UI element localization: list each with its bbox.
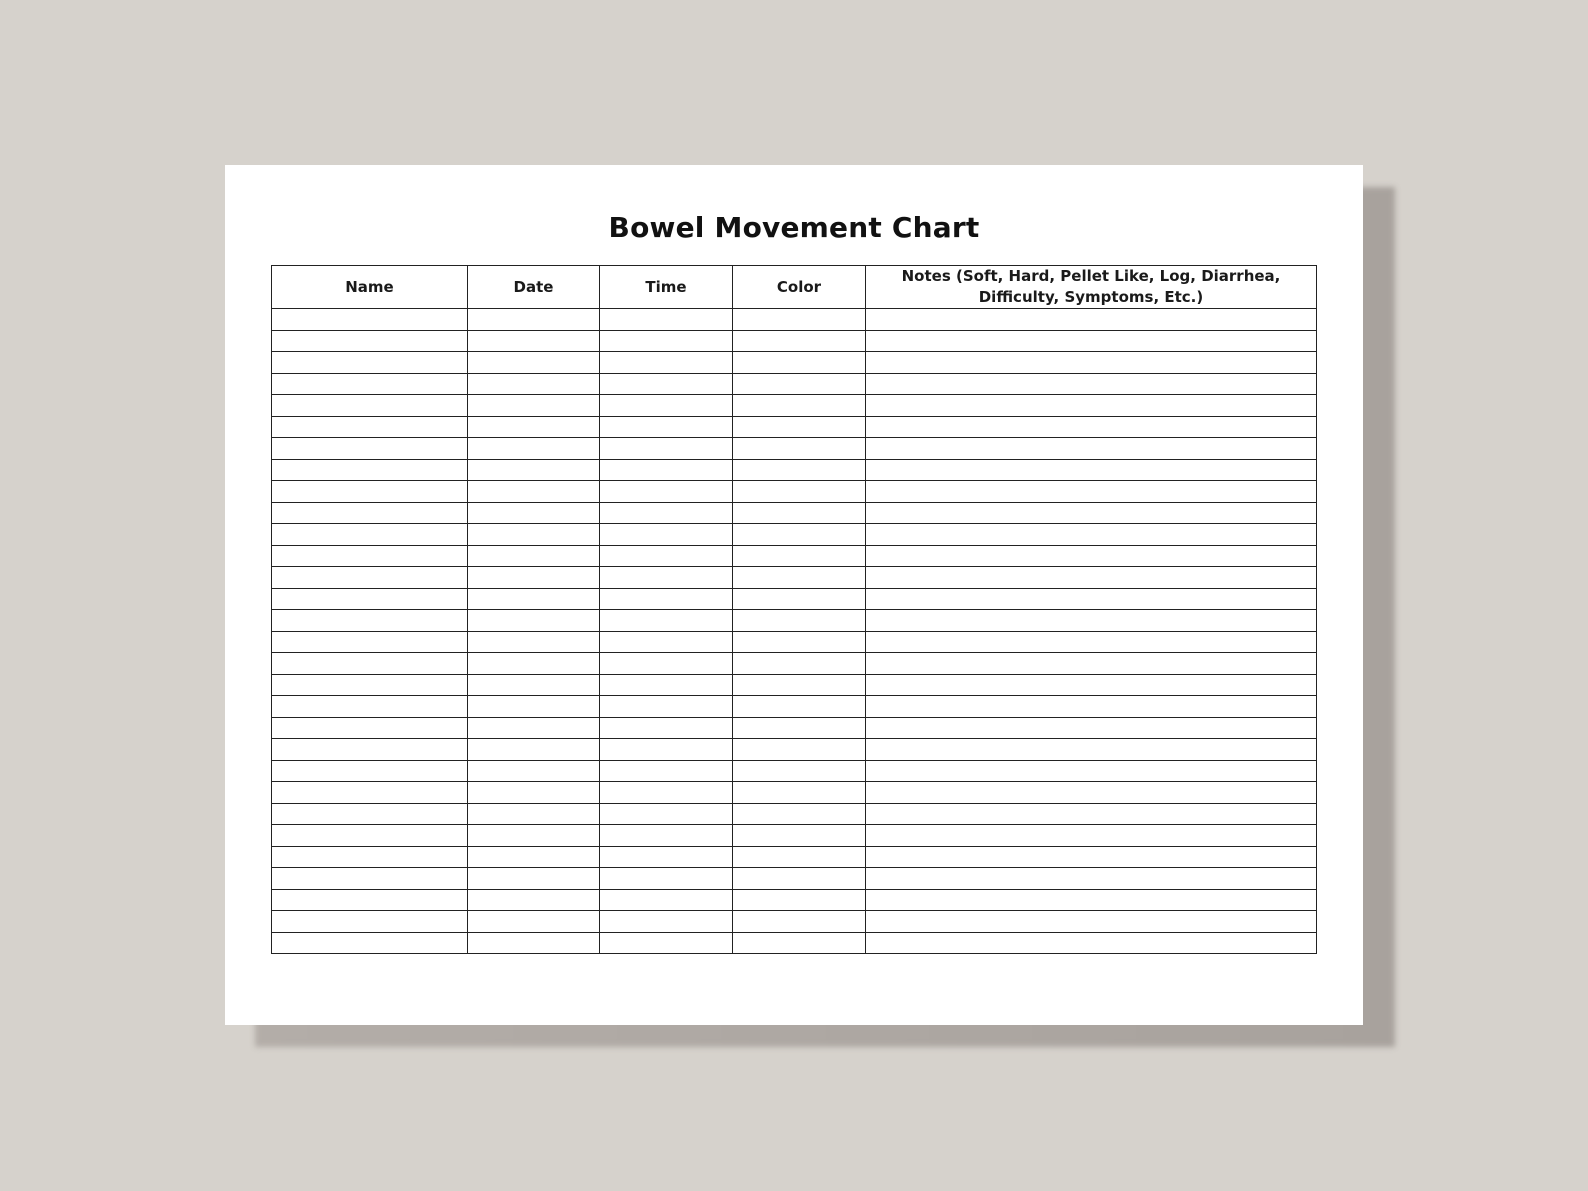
table-cell-notes <box>866 846 1317 868</box>
column-header-name: Name <box>272 266 468 309</box>
table-cell-date <box>468 395 600 417</box>
table-cell-notes <box>866 825 1317 847</box>
table-cell-notes <box>866 438 1317 460</box>
table-row <box>272 631 1317 653</box>
table-cell-date <box>468 868 600 890</box>
column-header-color: Color <box>733 266 866 309</box>
table-cell-time <box>600 459 733 481</box>
table-cell-notes <box>866 739 1317 761</box>
table-cell-date <box>468 653 600 675</box>
table-row <box>272 739 1317 761</box>
table-cell-name <box>272 524 468 546</box>
table-cell-time <box>600 588 733 610</box>
table-cell-time <box>600 739 733 761</box>
table-cell-date <box>468 911 600 933</box>
table-cell-date <box>468 782 600 804</box>
table-cell-date <box>468 416 600 438</box>
table-row <box>272 459 1317 481</box>
table-cell-name <box>272 502 468 524</box>
table-cell-time <box>600 631 733 653</box>
table-cell-notes <box>866 932 1317 954</box>
table-cell-date <box>468 846 600 868</box>
table-cell-notes <box>866 717 1317 739</box>
table-cell-notes <box>866 309 1317 331</box>
table-cell-color <box>733 631 866 653</box>
table-cell-color <box>733 889 866 911</box>
table-cell-date <box>468 438 600 460</box>
table-cell-color <box>733 588 866 610</box>
bowel-movement-table <box>271 265 1317 954</box>
table-cell-notes <box>866 911 1317 933</box>
table-cell-color <box>733 438 866 460</box>
table-cell-name <box>272 373 468 395</box>
table-cell-color <box>733 739 866 761</box>
table-cell-color <box>733 674 866 696</box>
table-cell-date <box>468 502 600 524</box>
table-cell-time <box>600 481 733 503</box>
table-cell-date <box>468 330 600 352</box>
table-cell-color <box>733 868 866 890</box>
table-cell-notes <box>866 567 1317 589</box>
table-cell-notes <box>866 352 1317 374</box>
table-row <box>272 868 1317 890</box>
table-header-row <box>272 266 1317 309</box>
table-cell-name <box>272 825 468 847</box>
table-row <box>272 932 1317 954</box>
table-cell-date <box>468 889 600 911</box>
table-cell-time <box>600 653 733 675</box>
table-cell-date <box>468 309 600 331</box>
table-cell-time <box>600 610 733 632</box>
table-cell-color <box>733 545 866 567</box>
table-cell-notes <box>866 588 1317 610</box>
table-cell-name <box>272 631 468 653</box>
table-row <box>272 309 1317 331</box>
table-body <box>272 309 1317 954</box>
table-cell-color <box>733 567 866 589</box>
table-cell-time <box>600 932 733 954</box>
table-cell-color <box>733 932 866 954</box>
table-cell-time <box>600 825 733 847</box>
table-cell-date <box>468 631 600 653</box>
table-cell-notes <box>866 631 1317 653</box>
table-cell-name <box>272 889 468 911</box>
table-cell-name <box>272 846 468 868</box>
table-cell-color <box>733 825 866 847</box>
table-row <box>272 373 1317 395</box>
table-cell-color <box>733 782 866 804</box>
table-cell-notes <box>866 524 1317 546</box>
table-row <box>272 717 1317 739</box>
table-cell-name <box>272 438 468 460</box>
table-cell-color <box>733 524 866 546</box>
table-row <box>272 610 1317 632</box>
table-cell-date <box>468 760 600 782</box>
column-header-notes: Notes (Soft, Hard, Pellet Like, Log, Diarrhea, Difficulty, Symptoms, Etc.) <box>866 266 1317 309</box>
table-cell-time <box>600 330 733 352</box>
table-row <box>272 846 1317 868</box>
table-cell-date <box>468 674 600 696</box>
table-cell-notes <box>866 502 1317 524</box>
table-cell-color <box>733 330 866 352</box>
table-row <box>272 911 1317 933</box>
table-row <box>272 352 1317 374</box>
table-cell-date <box>468 588 600 610</box>
table-cell-color <box>733 459 866 481</box>
table-cell-date <box>468 932 600 954</box>
table-cell-notes <box>866 653 1317 675</box>
table-row <box>272 825 1317 847</box>
table-cell-notes <box>866 373 1317 395</box>
table-row <box>272 524 1317 546</box>
table-cell-time <box>600 696 733 718</box>
table-cell-date <box>468 481 600 503</box>
table-row <box>272 438 1317 460</box>
table-cell-date <box>468 803 600 825</box>
table-row <box>272 674 1317 696</box>
table-cell-name <box>272 416 468 438</box>
table-row <box>272 696 1317 718</box>
table-cell-name <box>272 588 468 610</box>
table-cell-time <box>600 309 733 331</box>
table-cell-notes <box>866 674 1317 696</box>
table-cell-date <box>468 545 600 567</box>
table-cell-time <box>600 502 733 524</box>
table-cell-notes <box>866 545 1317 567</box>
chart-title: Bowel Movement Chart <box>608 211 980 244</box>
table-cell-time <box>600 846 733 868</box>
table-cell-name <box>272 330 468 352</box>
table-cell-name <box>272 674 468 696</box>
table-cell-name <box>272 395 468 417</box>
table-cell-date <box>468 524 600 546</box>
table-cell-date <box>468 610 600 632</box>
table-cell-name <box>272 911 468 933</box>
table-cell-name <box>272 567 468 589</box>
table-row <box>272 330 1317 352</box>
table-cell-date <box>468 567 600 589</box>
table-cell-date <box>468 739 600 761</box>
table-cell-name <box>272 717 468 739</box>
table-cell-date <box>468 352 600 374</box>
table-cell-notes <box>866 696 1317 718</box>
column-header-date: Date <box>468 266 600 309</box>
table-cell-notes <box>866 760 1317 782</box>
table-row <box>272 760 1317 782</box>
table-cell-name <box>272 760 468 782</box>
table-cell-time <box>600 911 733 933</box>
table-cell-time <box>600 416 733 438</box>
table-row <box>272 782 1317 804</box>
table-cell-name <box>272 653 468 675</box>
table-cell-name <box>272 932 468 954</box>
table-cell-color <box>733 481 866 503</box>
table-row <box>272 481 1317 503</box>
table-cell-time <box>600 889 733 911</box>
table-cell-color <box>733 309 866 331</box>
table-row <box>272 889 1317 911</box>
table-cell-time <box>600 438 733 460</box>
table-cell-color <box>733 760 866 782</box>
table-row <box>272 567 1317 589</box>
table-cell-time <box>600 373 733 395</box>
table-cell-notes <box>866 481 1317 503</box>
table-cell-time <box>600 545 733 567</box>
table-cell-date <box>468 459 600 481</box>
table-cell-notes <box>866 868 1317 890</box>
table-row <box>272 588 1317 610</box>
table-cell-name <box>272 545 468 567</box>
table-cell-time <box>600 782 733 804</box>
column-header-time: Time <box>600 266 733 309</box>
table-cell-color <box>733 803 866 825</box>
table-cell-name <box>272 309 468 331</box>
table-cell-color <box>733 610 866 632</box>
table-cell-color <box>733 911 866 933</box>
table-cell-notes <box>866 803 1317 825</box>
table-cell-notes <box>866 416 1317 438</box>
table-cell-name <box>272 459 468 481</box>
table-cell-color <box>733 352 866 374</box>
table-row <box>272 803 1317 825</box>
table-cell-name <box>272 352 468 374</box>
table-cell-name <box>272 610 468 632</box>
table-cell-color <box>733 653 866 675</box>
table-cell-notes <box>866 459 1317 481</box>
table-cell-notes <box>866 889 1317 911</box>
table-cell-date <box>468 373 600 395</box>
table-cell-name <box>272 803 468 825</box>
table-cell-time <box>600 395 733 417</box>
table-row <box>272 545 1317 567</box>
table-cell-notes <box>866 330 1317 352</box>
table-cell-color <box>733 717 866 739</box>
table-cell-name <box>272 696 468 718</box>
table-cell-name <box>272 782 468 804</box>
table-cell-time <box>600 352 733 374</box>
table-cell-color <box>733 373 866 395</box>
table-row <box>272 416 1317 438</box>
table-cell-notes <box>866 782 1317 804</box>
table-cell-time <box>600 567 733 589</box>
table-cell-color <box>733 395 866 417</box>
table-cell-time <box>600 760 733 782</box>
table-cell-date <box>468 717 600 739</box>
chart-sheet <box>225 165 1363 1025</box>
table-cell-time <box>600 674 733 696</box>
table-cell-color <box>733 502 866 524</box>
table-row <box>272 502 1317 524</box>
table-cell-color <box>733 846 866 868</box>
table-cell-time <box>600 524 733 546</box>
table-cell-time <box>600 803 733 825</box>
table-cell-notes <box>866 610 1317 632</box>
table-row <box>272 395 1317 417</box>
table-cell-time <box>600 717 733 739</box>
table-cell-date <box>468 696 600 718</box>
table-cell-time <box>600 868 733 890</box>
table-cell-color <box>733 416 866 438</box>
table-cell-name <box>272 739 468 761</box>
table-cell-date <box>468 825 600 847</box>
table-cell-notes <box>866 395 1317 417</box>
table-row <box>272 653 1317 675</box>
table-cell-name <box>272 481 468 503</box>
table-cell-name <box>272 868 468 890</box>
table-cell-color <box>733 696 866 718</box>
